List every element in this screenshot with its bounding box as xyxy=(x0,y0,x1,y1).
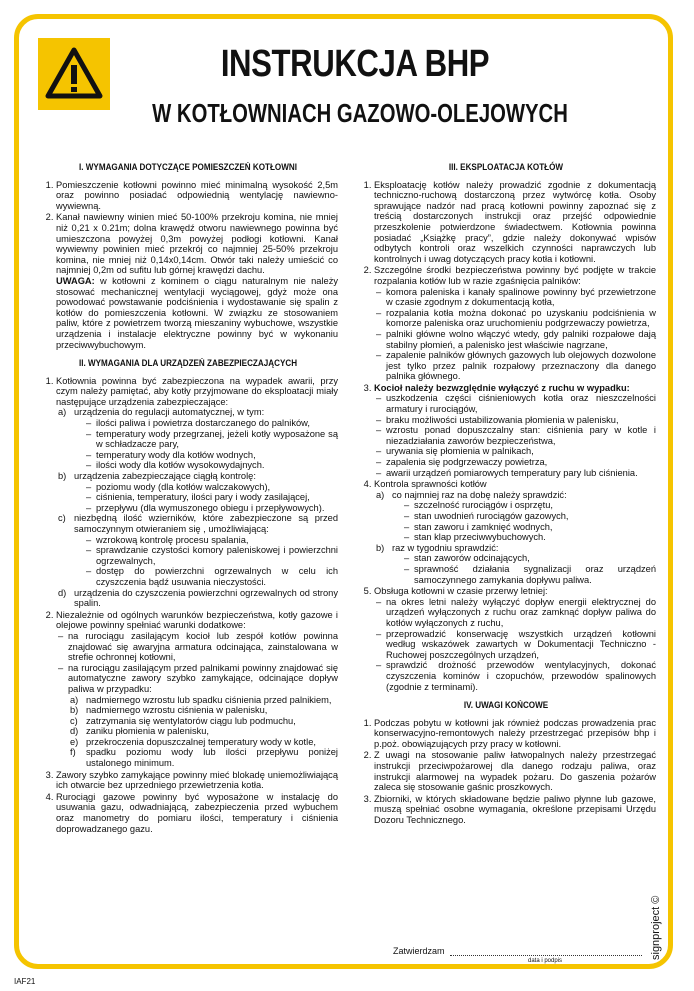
sub-item xyxy=(376,542,656,585)
section-2-title: II. WYMAGANIA DLA URZĄDZEŃ ZABEZPIECZAJĄCYCH xyxy=(78,358,298,369)
section-2-list xyxy=(38,376,338,835)
sub-item xyxy=(58,471,338,513)
sub-item-text: spadku poziomu wody lub ilości przepływu poniżej ustalonego minimum. xyxy=(86,747,338,769)
list-item xyxy=(56,610,338,769)
sub-item xyxy=(70,736,338,748)
dash-list xyxy=(74,418,338,471)
sub-item-label: b) xyxy=(376,542,385,553)
item-text: Szczególne środki bezpieczeństwa powinny być podjęte w trakcie rozpalania kotłów lub w razie zgaśnięcia palników: xyxy=(374,265,656,286)
dash-item: – na rurociągu zasilającym kocioł lub zespół kotłów powinna znajdować się awaryjna armatura odcinająca, zainstalowana w strefie ochronnej kotłowni, xyxy=(68,631,338,663)
sub-list xyxy=(374,490,656,585)
sub-item-label: e) xyxy=(70,736,79,747)
sub-item-label: c) xyxy=(58,513,66,524)
sub-item-label: a) xyxy=(58,407,67,418)
item-text: Obsługa kotłowni w czasie przerwy letniej: xyxy=(374,586,548,597)
list-item: 3. Zbiorniki, w których składowane będzie paliwo płynne lub gazowe, muszą spełniać osobne wymagania, określone przepisami Urzędu Dozoru Technicznego. xyxy=(374,794,656,826)
brand-logo-text: signproject © xyxy=(650,895,662,960)
sub-item xyxy=(58,513,338,587)
dash-item: – stan uwodnień rurociągów gazowych, xyxy=(414,511,656,522)
list-item xyxy=(374,586,656,692)
section-4-list xyxy=(356,718,656,826)
sub-item-label: f) xyxy=(70,747,76,758)
dash-list xyxy=(374,597,656,692)
sub-item xyxy=(58,407,338,471)
item-text: Kontrola sprawności kotłów xyxy=(374,479,487,490)
sub-item-text: raz w tygodniu sprawdzić: xyxy=(392,542,499,553)
dash-item xyxy=(68,663,338,769)
list-item xyxy=(374,479,656,585)
approve-label: Zatwierdzam xyxy=(393,946,445,956)
dash-item: – stan klap przeciwwybuchowych. xyxy=(414,532,656,543)
sub-list xyxy=(56,407,338,608)
dash-item: – palniki główne wolno włączyć wtedy, gdy palniki rozpałowe dają stabilny płomień, a palenisko jest właściwie nagrzane, xyxy=(386,329,656,350)
sub-item xyxy=(70,694,338,706)
dash-item: – stan zaworów odcinających, xyxy=(414,553,656,564)
dash-list xyxy=(56,631,338,769)
list-item: 1. Pomieszczenie kotłowni powinno mieć minimalną wysokość 2,5m oraz powinno posiadać odpowiednią wentylację nawiewno-wywiewną. xyxy=(56,180,338,212)
dash-item: – komora paleniska i kanały spalinowe powinny być przewietrzone w czasie zgodnym z dokumentacją kotła, xyxy=(386,287,656,308)
sub-item-text: zaniku płomienia w palenisku, xyxy=(86,726,209,737)
sub-list xyxy=(68,695,338,769)
sub-item-label: c) xyxy=(70,715,78,726)
right-column xyxy=(356,160,656,827)
sub-item-label: a) xyxy=(376,489,385,500)
sub-item-text: urządzenia zabezpieczające ciągłą kontrolę: xyxy=(74,471,256,482)
dash-item: – sprawdzanie czystości komory paleniskowej i powierzchni ogrzewalnych, xyxy=(96,545,338,566)
item-text: Niezależnie od ogólnych warunków bezpieczeństwa, kotły gazowe i olejowe powinny spełniać warunki dodatkowe: xyxy=(56,609,338,631)
sub-item-label: b) xyxy=(58,471,67,482)
dash-item: – awarii urządzeń pomiarowych temperatury pary lub ciśnienia. xyxy=(386,468,656,479)
sub-item-text: przekroczenia dopuszczalnej temperatury wody w kotle, xyxy=(86,736,316,747)
section-1-title: I. WYMAGANIA DOTYCZĄCE POMIESZCZEŃ KOTŁOWNI xyxy=(79,162,297,172)
sub-item xyxy=(70,726,338,737)
sub-item-text: co najmniej raz na dobę należy sprawdzić: xyxy=(392,489,567,500)
page-title: INSTRUKCJA BHP xyxy=(220,43,490,85)
warning-triangle-icon xyxy=(38,38,110,110)
dash-item: – ilości paliwa i powietrza dostarczanego do palników, xyxy=(96,418,338,429)
list-item: 4. Rurociągi gazowe powinny być wyposażone w instalację do usuwania gazu, odwadniającą, zabezpieczenia przed wybuchem oraz manometry do pomiaru ilości, temperatury i ciśnienia doprowadzanego gazu. xyxy=(56,792,338,834)
list-item: 2. Z uwagi na stosowanie paliw łatwopalnych należy przestrzegać instrukcji przeciwpożarowej dla danego rodzaju paliwa, oraz instrukcji alarmowej na wypadek pożaru. Do gaszenia pożarów zaleca się stosowanie gaśnic proszkowych. xyxy=(374,750,656,792)
dash-item: – poziomu wody (dla kotłów walczakowych), xyxy=(96,482,338,493)
dash-item: – zapalenia się podgrzewaczy powietrza, xyxy=(386,457,656,468)
dash-item: – braku możliwości ustabilizowania płomienia w palenisku, xyxy=(386,415,656,426)
section-3-list xyxy=(356,180,656,693)
section-3-title: III. EKSPLOATACJA KOTŁÓW xyxy=(448,162,564,172)
dash-list xyxy=(374,393,656,478)
list-item xyxy=(56,212,338,350)
item-text: Kotłownia powinna być zabezpieczona na wypadek awarii, przy czym należy pamiętać, aby kotły przyjmowane do eksploatacji miały następujące urządzenia zabezpieczające: xyxy=(56,375,338,407)
dash-item: – urywania się płomienia w palnikach, xyxy=(386,446,656,457)
dash-list xyxy=(74,482,338,514)
sub-item-text: urządzenia do regulacji automatycznej, w tym: xyxy=(74,407,265,418)
sub-item-label: d) xyxy=(70,726,79,737)
section-1-list xyxy=(38,180,338,351)
signature-line xyxy=(450,955,642,956)
dash-item: – ciśnienia, temperatury, ilości pary i wody zasilającej, xyxy=(96,492,338,503)
dash-item: – przeprowadzić konserwację wszystkich urządzeń kotłowni według wskazówek zawartych w Dokumentacji Techniczno - Ruchowej poszczególnych urządzeń, xyxy=(386,629,656,661)
dash-item-text: na rurociągu zasilającym przed palnikami powinny znajdować się automatyczne zawory szybko zamykające, odcinające dopływ paliwa w przypadku: xyxy=(68,662,338,694)
sub-item xyxy=(376,489,656,543)
dash-list xyxy=(74,535,338,588)
sub-item-text: zatrzymania się wentylatorów ciągu lub podmuchu, xyxy=(86,715,296,726)
sub-item xyxy=(70,705,338,716)
sub-item-label: d) xyxy=(58,587,67,598)
dash-item: – sprawdzić drożność przewodów wentylacyjnych, dokonać czyszczenia kominów i czopuchów, przewodów spalinowych (zgodnie z terminami). xyxy=(386,660,656,692)
date-sign-label: data i podpis xyxy=(528,958,563,964)
dash-item: – dostęp do powierzchni ogrzewalnych w celu ich czyszczenia bądź usuwania nieczystości. xyxy=(96,566,338,587)
dash-item: – przepływu (dla wymuszonego obiegu i przepływowych). xyxy=(96,503,338,514)
dash-item: – szczelność rurociągów i osprzętu, xyxy=(414,500,656,511)
dash-item: – sprawność działania sygnalizacji oraz urządzeń samoczynnego zamykania dopływu paliwa. xyxy=(414,564,656,585)
sub-item-text: nadmiernego wzrostu lub spadku ciśnienia przed palnikiem, xyxy=(86,694,332,705)
dash-item: – zapalenie palników głównych gazowych lub olejowych dozwolone jest tylko przez palnik rozpałowy przeznaczony dla danego palnika głównego. xyxy=(386,350,656,382)
dash-item: – na okres letni należy wyłączyć dopływ energii elektrycznej do urządzeń wyłączonych z ruchu oraz zamknąć dopływ paliwa do kotłów wyłączonych z ruchu, xyxy=(386,597,656,629)
list-item xyxy=(374,383,656,478)
sub-item-text: nadmiernego wzrostu ciśnienia w palenisku, xyxy=(86,705,268,716)
dash-item: – rozpalania kotła można dokonać po uzyskaniu podciśnienia w komorze paleniska oraz uruchomieniu podgrzewaczy powietrza, xyxy=(386,308,656,329)
item-text-bold: Kocioł należy bezwzględnie wyłączyć z ruchu w wypadku: xyxy=(374,382,630,393)
sub-item xyxy=(70,747,338,769)
list-item: 3. Zawory szybko zamykające powinny mieć blokadę uniemożliwiającą ich otwarcie bez uprzedniego przewietrzenia kotła. xyxy=(56,770,338,791)
warning-text: w kotłowni z kominem o ciągu naturalnym nie należy stosować mechanicznej wentylacji wyciągowej, gdyż może ona powodować powstawanie podciśnienia i wydostawanie się spalin z kotłów do pomieszczenia kotłowni. W związku ze stosowaniem paliw, które z powietrzem tworzą mieszaniny wybuchowe, wszystkie urządzenia i instalacje elektryczne powinny być w wykonaniu przeciwwybuchowym. xyxy=(56,275,338,350)
dash-list xyxy=(392,553,656,585)
sub-item xyxy=(70,715,338,727)
sub-item-text: urządzenia do czyszczenia powierzchni ogrzewalnych od strony spalin. xyxy=(74,587,338,609)
section-4-title: IV. UWAGI KOŃCOWE xyxy=(463,700,549,711)
sub-item-text: niezbędną ilość wzierników, które zabezpieczone są przed samoczynnym otwieraniem się , umożliwiającą: xyxy=(74,513,338,534)
warning-label: UWAGA: xyxy=(56,275,95,286)
dash-item: – wzrostu ponad dopuszczalny stan: ciśnienia pary w kotle i niezadziałania zaworów bezpieczeństwa, xyxy=(386,425,656,446)
dash-list xyxy=(392,500,656,542)
dash-item: – ilości wody dla kotłów wysokowydajnych. xyxy=(96,460,338,471)
sub-item-label: a) xyxy=(70,694,79,705)
dash-list xyxy=(374,287,656,382)
sub-item-label: b) xyxy=(70,705,79,716)
left-column xyxy=(38,160,338,835)
list-item xyxy=(56,376,338,609)
dash-item: – wzrokową kontrolę procesu spalania, xyxy=(96,535,338,546)
product-code: IAF21 xyxy=(14,977,36,986)
sub-item xyxy=(58,587,338,609)
list-item: 1. Eksploatację kotłów należy prowadzić zgodnie z dokumentacją techniczno-ruchową dostarczoną przez wytwórcę kotła. Osoby sprawujące nadzór nad pracą kotłowni powinny zapoznać się z treścią dostarczonych instrukcji oraz przejść odpowiednie przeszkolenie potwierdzone świadectwem. Kotłownia powinna posiadać „Książkę pracy”, gdzie należy dokonywać wpisów odbytych kontroli oraz wszelkich czynności naprawczych lub kontrolnych i uwag dotyczących pracy kotła i kotłowni. xyxy=(374,180,656,265)
item-text: Kanał nawiewny winien mieć 50-100% przekroju komina, nie mniej niż 0,21 x 0.21m; dolna krawędź otworu nawiewnego powinna być umieszczona powyżej 0,3m powyżej podłogi kotłowni. Kanał wywiewny powinien mieć przekrój co najmniej 25-50% przekroju komina, nie mniej niż 0,14x0,14cm. Otwór taki należy umieścić co najmniej 0,2m od sufitu lub górnej krawędzi dachu. xyxy=(56,212,338,276)
page-subtitle: W KOTŁOWNIACH GAZOWO-OLEJOWYCH xyxy=(152,98,568,128)
list-item: 1. Podczas pobytu w kotłowni jak również podczas prowadzenia prac konserwacyjno-remontowych należy przestrzegać przepisów bhp i p.poż. obowiązujących przy pracy w kotłowni. xyxy=(374,718,656,750)
dash-item: – stan zaworu i zamknięć wodnych, xyxy=(414,522,656,533)
dash-item: – temperatury wody dla kotłów wodnych, xyxy=(96,450,338,461)
dash-item: – temperatury wody przegrzanej, jeżeli kotły wyposażone są w schładzacze pary, xyxy=(96,429,338,450)
list-item xyxy=(374,265,656,382)
dash-item: – uszkodzenia części ciśnieniowych kotła oraz nieszczelności armatury i rurociągów, xyxy=(386,393,656,414)
